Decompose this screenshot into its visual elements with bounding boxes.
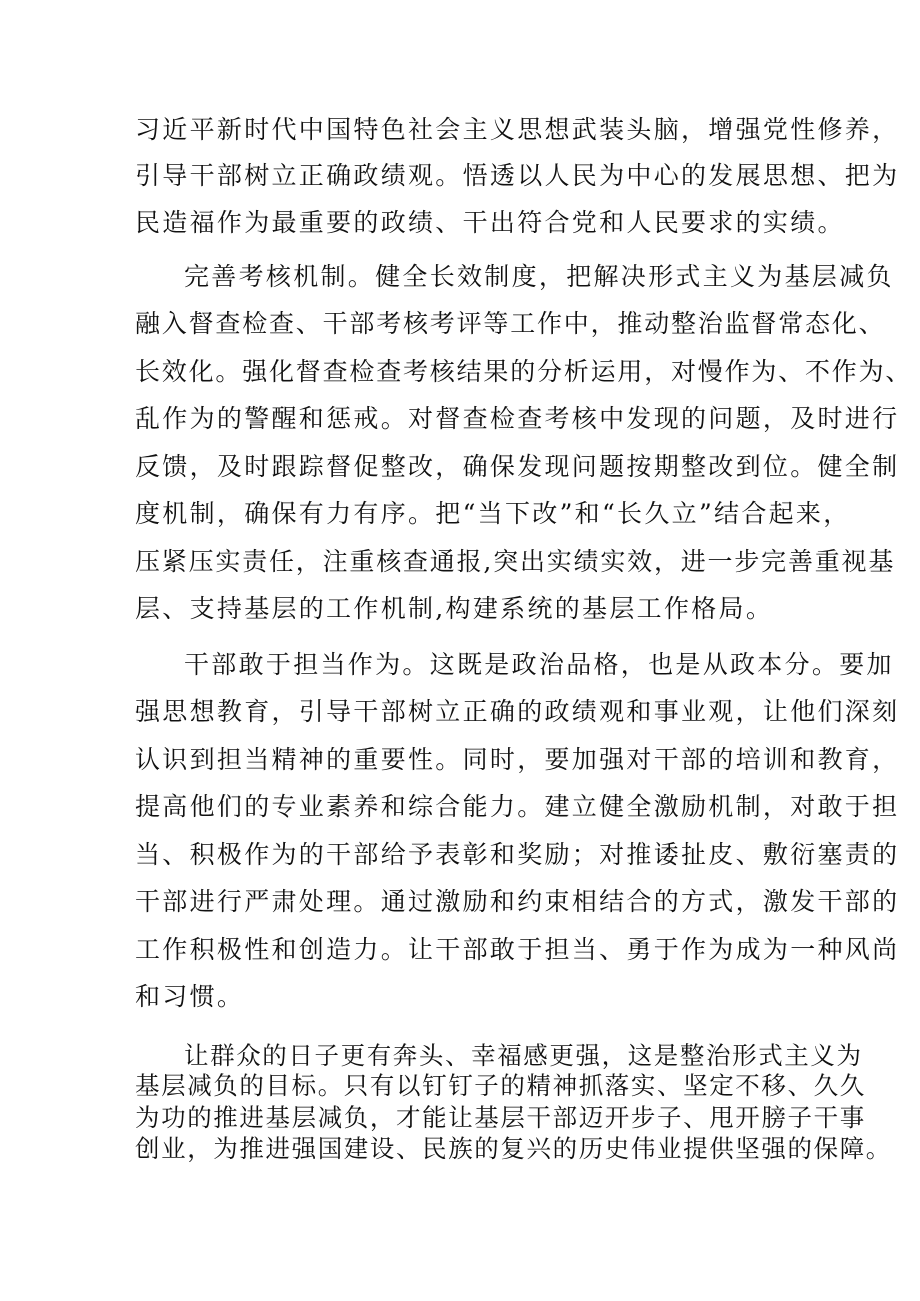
- paragraph-line: 强思想教育，引导干部树立正确的政绩观和事业观，让他们深刻: [135, 697, 900, 726]
- paragraph-line: 基层减负的目标。只有以钉钉子的精神抓落实、坚定不移、久久: [135, 1071, 866, 1100]
- paragraph-line: 乱作为的警醒和惩戒。对督查检查考核中发现的问题，及时进行: [135, 404, 900, 433]
- paragraph-line: 认识到担当精神的重要性。同时，要加强对干部的培训和教育，: [135, 745, 900, 774]
- paragraph-line: 融入督查检查、干部考核考评等工作中，推动整治监督常态化、: [135, 309, 886, 338]
- paragraph-line: 干部进行严肃处理。通过激励和约束相结合的方式，激发干部的: [135, 887, 900, 916]
- paragraph-line: 完善考核机制。健全长效制度，把解决形式主义为基层减负: [184, 262, 894, 291]
- paragraph-line: 民造福作为最重要的政绩、干出符合党和人民要求的实绩。: [135, 208, 845, 237]
- paragraph-line: 和习惯。: [135, 982, 245, 1011]
- paragraph-line: 提高他们的专业素养和综合能力。建立健全激励机制，对敢于担: [135, 792, 900, 821]
- paragraph-line: 工作积极性和创造力。让干部敢于担当、勇于作为成为一种风尚: [135, 935, 900, 964]
- paragraph-line: 层、支持基层的工作机制,构建系统的基层工作格局。: [135, 594, 774, 623]
- paragraph-line: 习近平新时代中国特色社会主义思想武装头脑，增强党性修养，: [135, 115, 900, 144]
- paragraph-line: 为功的推进基层减负，才能让基层干部迈开步子、甩开膀子干事: [135, 1103, 866, 1132]
- paragraph-line: 当、积极作为的干部给予表彰和奖励；对推诿扯皮、敷衍塞责的: [135, 840, 900, 869]
- paragraph-line: 干部敢于担当作为。这既是政治品格，也是从政本分。要加: [184, 650, 894, 679]
- paragraph-line: 反馈，及时跟踪督促整改，确保发现问题按期整改到位。健全制: [135, 452, 900, 481]
- paragraph-line: 引导干部树立正确政绩观。悟透以人民为中心的发展思想、把为: [135, 161, 900, 190]
- paragraph-line: 长效化。强化督查检查考核结果的分析运用，对慢作为、不作为、: [135, 357, 913, 386]
- paragraph-line: 让群众的日子更有奔头、幸福感更强，这是整治形式主义为: [184, 1041, 863, 1070]
- paragraph-line: 创业，为推进强国建设、民族的复兴的历史伟业提供坚强的保障。: [135, 1134, 892, 1163]
- paragraph-line: 度机制，确保有力有序。把“当下改”和“长久立”结合起来，: [135, 499, 851, 528]
- paragraph-line: 压紧压实责任，注重核查通报,突出实绩实效，进一步完善重视基: [135, 547, 896, 576]
